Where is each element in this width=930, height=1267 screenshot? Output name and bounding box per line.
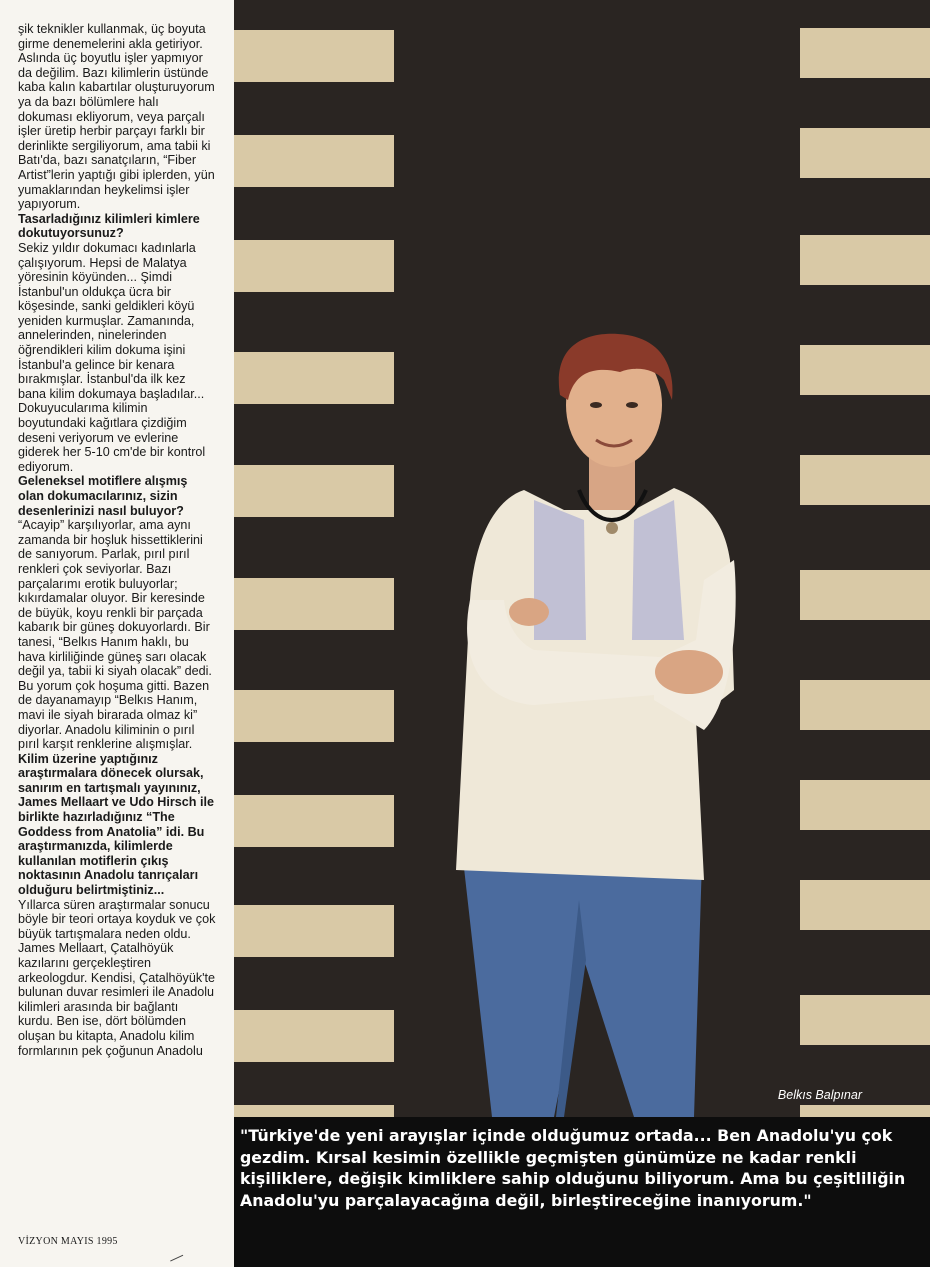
- answer-paragraph: Sekiz yıldır dokumacı kadınlarla çalışıyorum. Hepsi de Malatya yöresinin köyünden... Şimdi İstanbul'un oldukça ücra bir köşesinde, sanki geldikleri köyü yeniden kurmuşlar. Zamanında, annelerinden, ninelerinden öğrendikleri kilim dokuma işini İstanbul'a gelince bir kenara bırakmışlar. İstanbul'da ilk kez bana kilim dokumaya başladılar... Dokuyucularıma kilimin boyutundaki kağıtlara çizdiğim deseni veriyorum ve evlerine giderek her 5-10 cm'de bir kontrol ediyorum.: [18, 240, 206, 474]
- footer-mark: [167, 1247, 183, 1261]
- kilim-stripe: [800, 570, 930, 620]
- photo-illustration: [234, 0, 930, 1117]
- interview-question: Geleneksel motiflere alışmış olan dokumacılarınız, sizin desenlerinizi nasıl buluyor?: [18, 474, 188, 518]
- kilim-stripe: [234, 905, 394, 957]
- answer-paragraph: şik teknikler kullanmak, üç boyuta girme denemelerini akla getiriyor. Aslında üç boyutlu işler yapmıyor da değilim. Bazı kilimlerin üstünde kaba kalın kabartılar oluşturuyorum ya da bazı bölümlere halı dokuması ekliyorum, veya parçalı işler üretip herbir parçayı farklı bir derinlikte sergiliyorum, ama tabii ki Batı'da, bazı sanatçıların, “Fiber Artist”lerin yaptığı gibi iplerden, yün yumaklarından heykelimsi işler yapıyorum.: [18, 22, 215, 212]
- interview-question: Kilim üzerine yaptığınız araştırmalara dönecek olursak, sanırım en tartışmalı yayınınız, James Mellaart ve Udo Hirsch ile birlikte hazırladığınız “The Goddess from Anatolia” idi. Bu araştırmanızda, kilimlerde kullanılan motiflerin çıkış noktasının Anadolu tanrıçaları olduğuru belirtmiştiniz...: [18, 751, 214, 898]
- kilim-stripe: [800, 680, 930, 730]
- kilim-stripes-left: [234, 30, 394, 1117]
- kilim-stripe: [234, 795, 394, 847]
- kilim-stripe: [800, 345, 930, 395]
- answer-paragraph: “Acayip” karşılıyorlar, ama aynı zamanda bir hoşluk hissettiklerini de sanıyorum. Parlak, pırıl pırıl renkleri çok seviyorlar. Bazı parçalarımı erotik buluyorlar; kıkırdamalar oluyor. Bir keresinde de büyük, koyu renkli bir parçada kabarık bir güneş dokuyorlardı. Bir tanesi, “Belkıs Hanım haklı, bu hava kirliliğinde güneş sarı olacak değil ya, tabii ki siyah olacak” dedi. Bu yorum çok hoşuma gitti. Bazen de dayanamayıp “Belkıs Hanım, mavi ile siyah birarada olmaz ki” diyorlar. Anadolu kiliminin o pırıl pırıl karşıt renklerine alışmışlar.: [18, 518, 212, 752]
- eye: [626, 402, 638, 408]
- kilim-stripe: [234, 30, 394, 82]
- kilim-stripe: [800, 128, 930, 178]
- kilim-stripe: [234, 465, 394, 517]
- kilim-stripe: [800, 780, 930, 830]
- kilim-stripe: [234, 352, 394, 404]
- kilim-stripe: [800, 1105, 930, 1117]
- kilim-stripe: [800, 880, 930, 930]
- hand: [509, 598, 549, 626]
- article-column: [18, 22, 216, 1058]
- kilim-stripe: [234, 135, 394, 187]
- answer-paragraph: Yıllarca süren araştırmalar sonucu böyle bir teori ortaya koyduk ve çok büyük tartışmalara neden oldu. James Mellaart, Çatalhöyük kazılarını gerçekleştiren arkeologdur. Kendisi, Çatalhöyük'te bulunan duvar resimleri ile Anadolu kilimleri arasında bir bağlantı kurdu. Ben ise, dört bölümden oluşan bu kitapta, Anadolu kilim formlarının pek çoğunun Anadolu: [18, 897, 216, 1058]
- pull-quote: "Türkiye'de yeni arayışlar içinde olduğumuz ortada... Ben Anadolu'yu çok gezdim. Kırsal kesimin özellikle geçmişten günümüze ne kadar renkli kişiliklere, değişik kimliklere sahip olduğunu biliyorum. Ama bu çeşitliliğin Anadolu'yu parçalayacağına değil, birleştireceğine inanıyorum.": [234, 1117, 930, 1267]
- eye: [590, 402, 602, 408]
- kilim-stripe: [234, 240, 394, 292]
- interview-question: Tasarladığınız kilimleri kimlere dokutuyorsunuz?: [18, 211, 200, 241]
- kilim-stripe: [800, 455, 930, 505]
- kilim-stripe: [234, 1010, 394, 1062]
- magazine-footer: VİZYON MAYIS 1995: [18, 1236, 118, 1247]
- kilim-stripe: [800, 28, 930, 78]
- kilim-stripes-right: [800, 28, 930, 1117]
- kilim-stripe: [234, 578, 394, 630]
- kilim-stripe: [234, 1105, 394, 1117]
- woman-figure: [456, 334, 736, 1117]
- kilim-stripe: [800, 995, 930, 1045]
- hand: [655, 650, 723, 694]
- pendant: [606, 522, 618, 534]
- kilim-stripe: [234, 690, 394, 742]
- kilim-stripe: [800, 235, 930, 285]
- photo-caption: Belkıs Balpınar: [777, 1088, 862, 1102]
- portrait-photo: [234, 0, 930, 1117]
